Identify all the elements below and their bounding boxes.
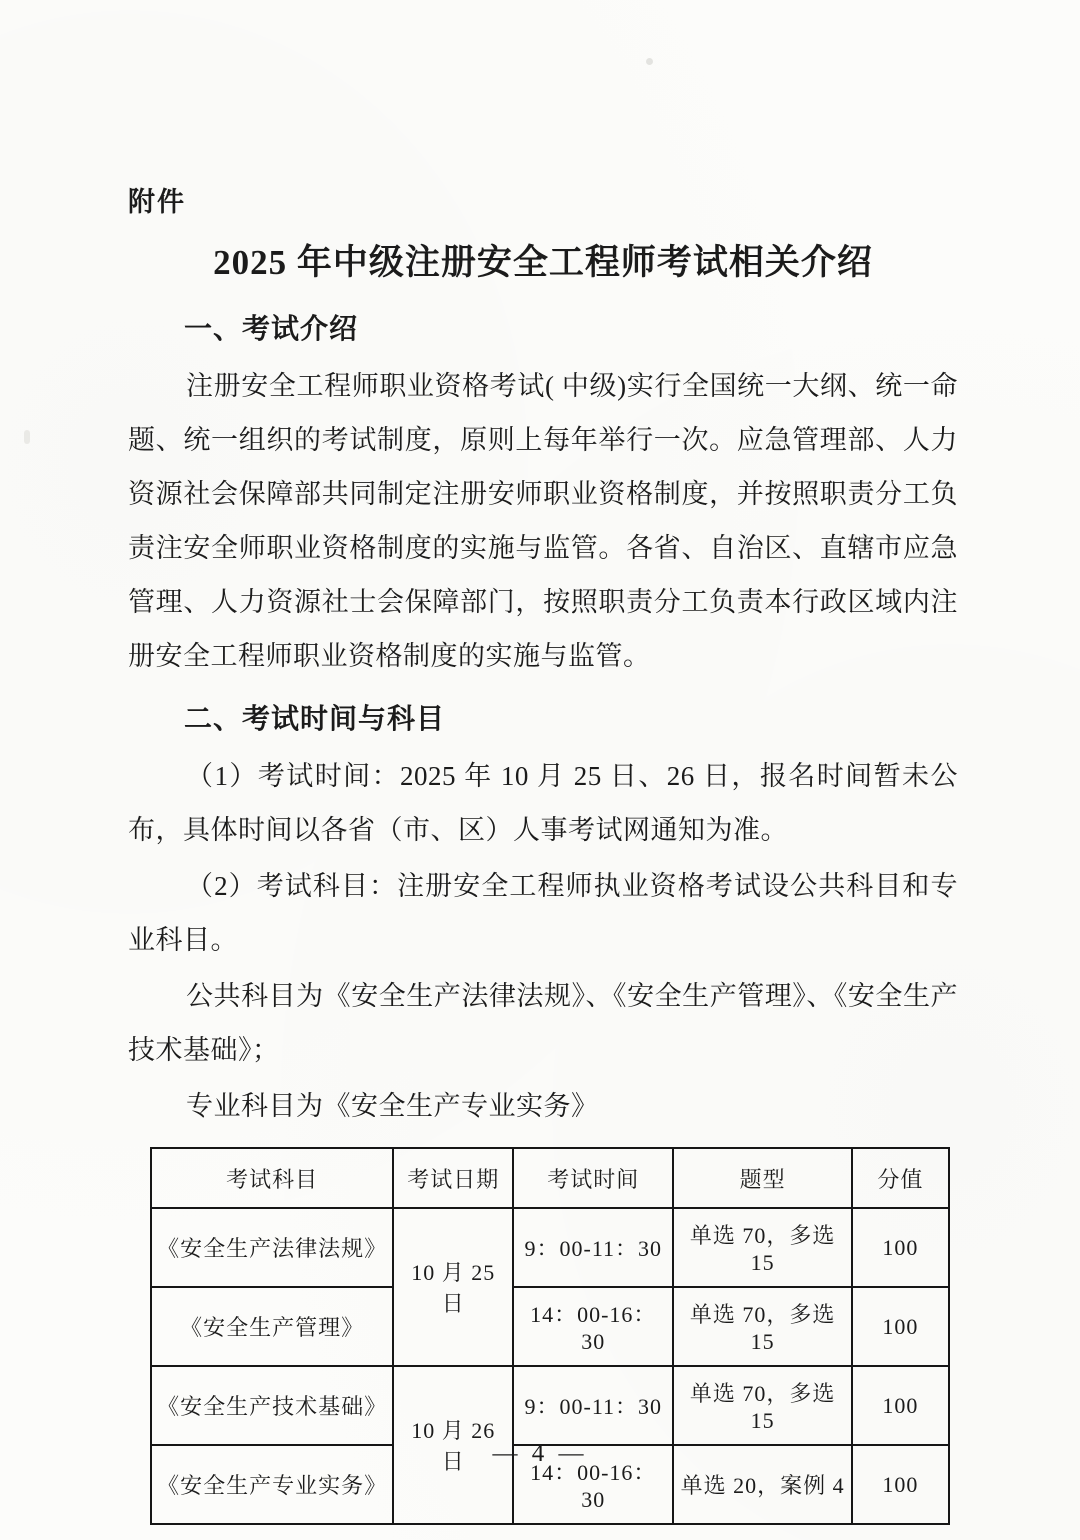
cell-score: 100 <box>852 1208 949 1287</box>
attachment-label: 附件 <box>128 187 186 217</box>
paragraph-professional-subject: 专业科目为《安全生产专业实务》 <box>186 1091 599 1121</box>
cell-date: 10 月 26 日 <box>393 1366 513 1524</box>
cell-time: 9：00-11：30 <box>513 1366 673 1445</box>
cell-subject: 《安全生产法律法规》 <box>151 1208 393 1287</box>
cell-type: 单选 20，案例 4 <box>673 1445 851 1524</box>
paper-smudge <box>24 430 30 444</box>
table-header-row <box>151 1148 949 1208</box>
cell-date: 10 月 25 日 <box>393 1208 513 1366</box>
paragraph-exam-subjects: （2）考试科目：注册安全工程师执业资格考试设公共科目和专业科目。 <box>128 871 958 955</box>
cell-type: 单选 70，多选 15 <box>673 1287 851 1366</box>
page-number: — 4 — <box>492 1440 588 1467</box>
cell-type: 单选 70，多选 15 <box>673 1366 851 1445</box>
paragraph-public-subjects: 公共科目为《安全生产法律法规》、《安全生产管理》、《安全生产技术基础》； <box>128 981 958 1065</box>
cell-score: 100 <box>852 1366 949 1445</box>
page-title: 2025 年中级注册安全工程师考试相关介绍 <box>213 243 873 282</box>
paper-smudge <box>646 58 653 65</box>
cell-subject: 《安全生产专业实务》 <box>151 1445 393 1524</box>
exam-schedule-table <box>150 1147 950 1525</box>
table-header-subject: 考试科目 <box>151 1148 393 1208</box>
cell-type: 单选 70，多选 15 <box>673 1208 851 1287</box>
table-row <box>151 1287 949 1366</box>
cell-score: 100 <box>852 1445 949 1524</box>
table-row <box>151 1208 949 1287</box>
table-header-date: 考试日期 <box>393 1148 513 1208</box>
cell-time: 9：00-11：30 <box>513 1208 673 1287</box>
paragraph-exam-time: （1）考试时间：2025 年 10 月 25 日、26 日，报名时间暂未公布，具体时间以各省（市、区）人事考试网通知为准。 <box>128 761 958 845</box>
section-heading-exam-time-subjects: 二、考试时间与科目 <box>184 704 446 735</box>
table-header-score: 分值 <box>852 1148 949 1208</box>
table-header-type: 题型 <box>673 1148 851 1208</box>
paragraph-exam-intro: 注册安全工程师职业资格考试( 中级)实行全国统一大纲、统一命题、统一组织的考试制度，原则上每年举行一次。应急管理部、人力资源社会保障部共同制定注册安师职业资格制度，并按照职责分工负责注安全师职业资格制度的实施与监管。各省、自治区、直辖市应急管理、人力资源社士会保障部门，按照职责分工负责本行政区域内注册安全工程师职业资格制度的实施与监管。 <box>128 371 958 671</box>
cell-subject: 《安全生产管理》 <box>151 1287 393 1366</box>
table-row <box>151 1366 949 1445</box>
cell-subject: 《安全生产技术基础》 <box>151 1366 393 1445</box>
section-heading-exam-intro: 一、考试介绍 <box>184 314 359 345</box>
document-body <box>128 180 958 1525</box>
cell-score: 100 <box>852 1287 949 1366</box>
cell-time: 14：00-16：30 <box>513 1287 673 1366</box>
table-header-time: 考试时间 <box>513 1148 673 1208</box>
cell-time: 14：00-16：30 <box>513 1445 673 1524</box>
